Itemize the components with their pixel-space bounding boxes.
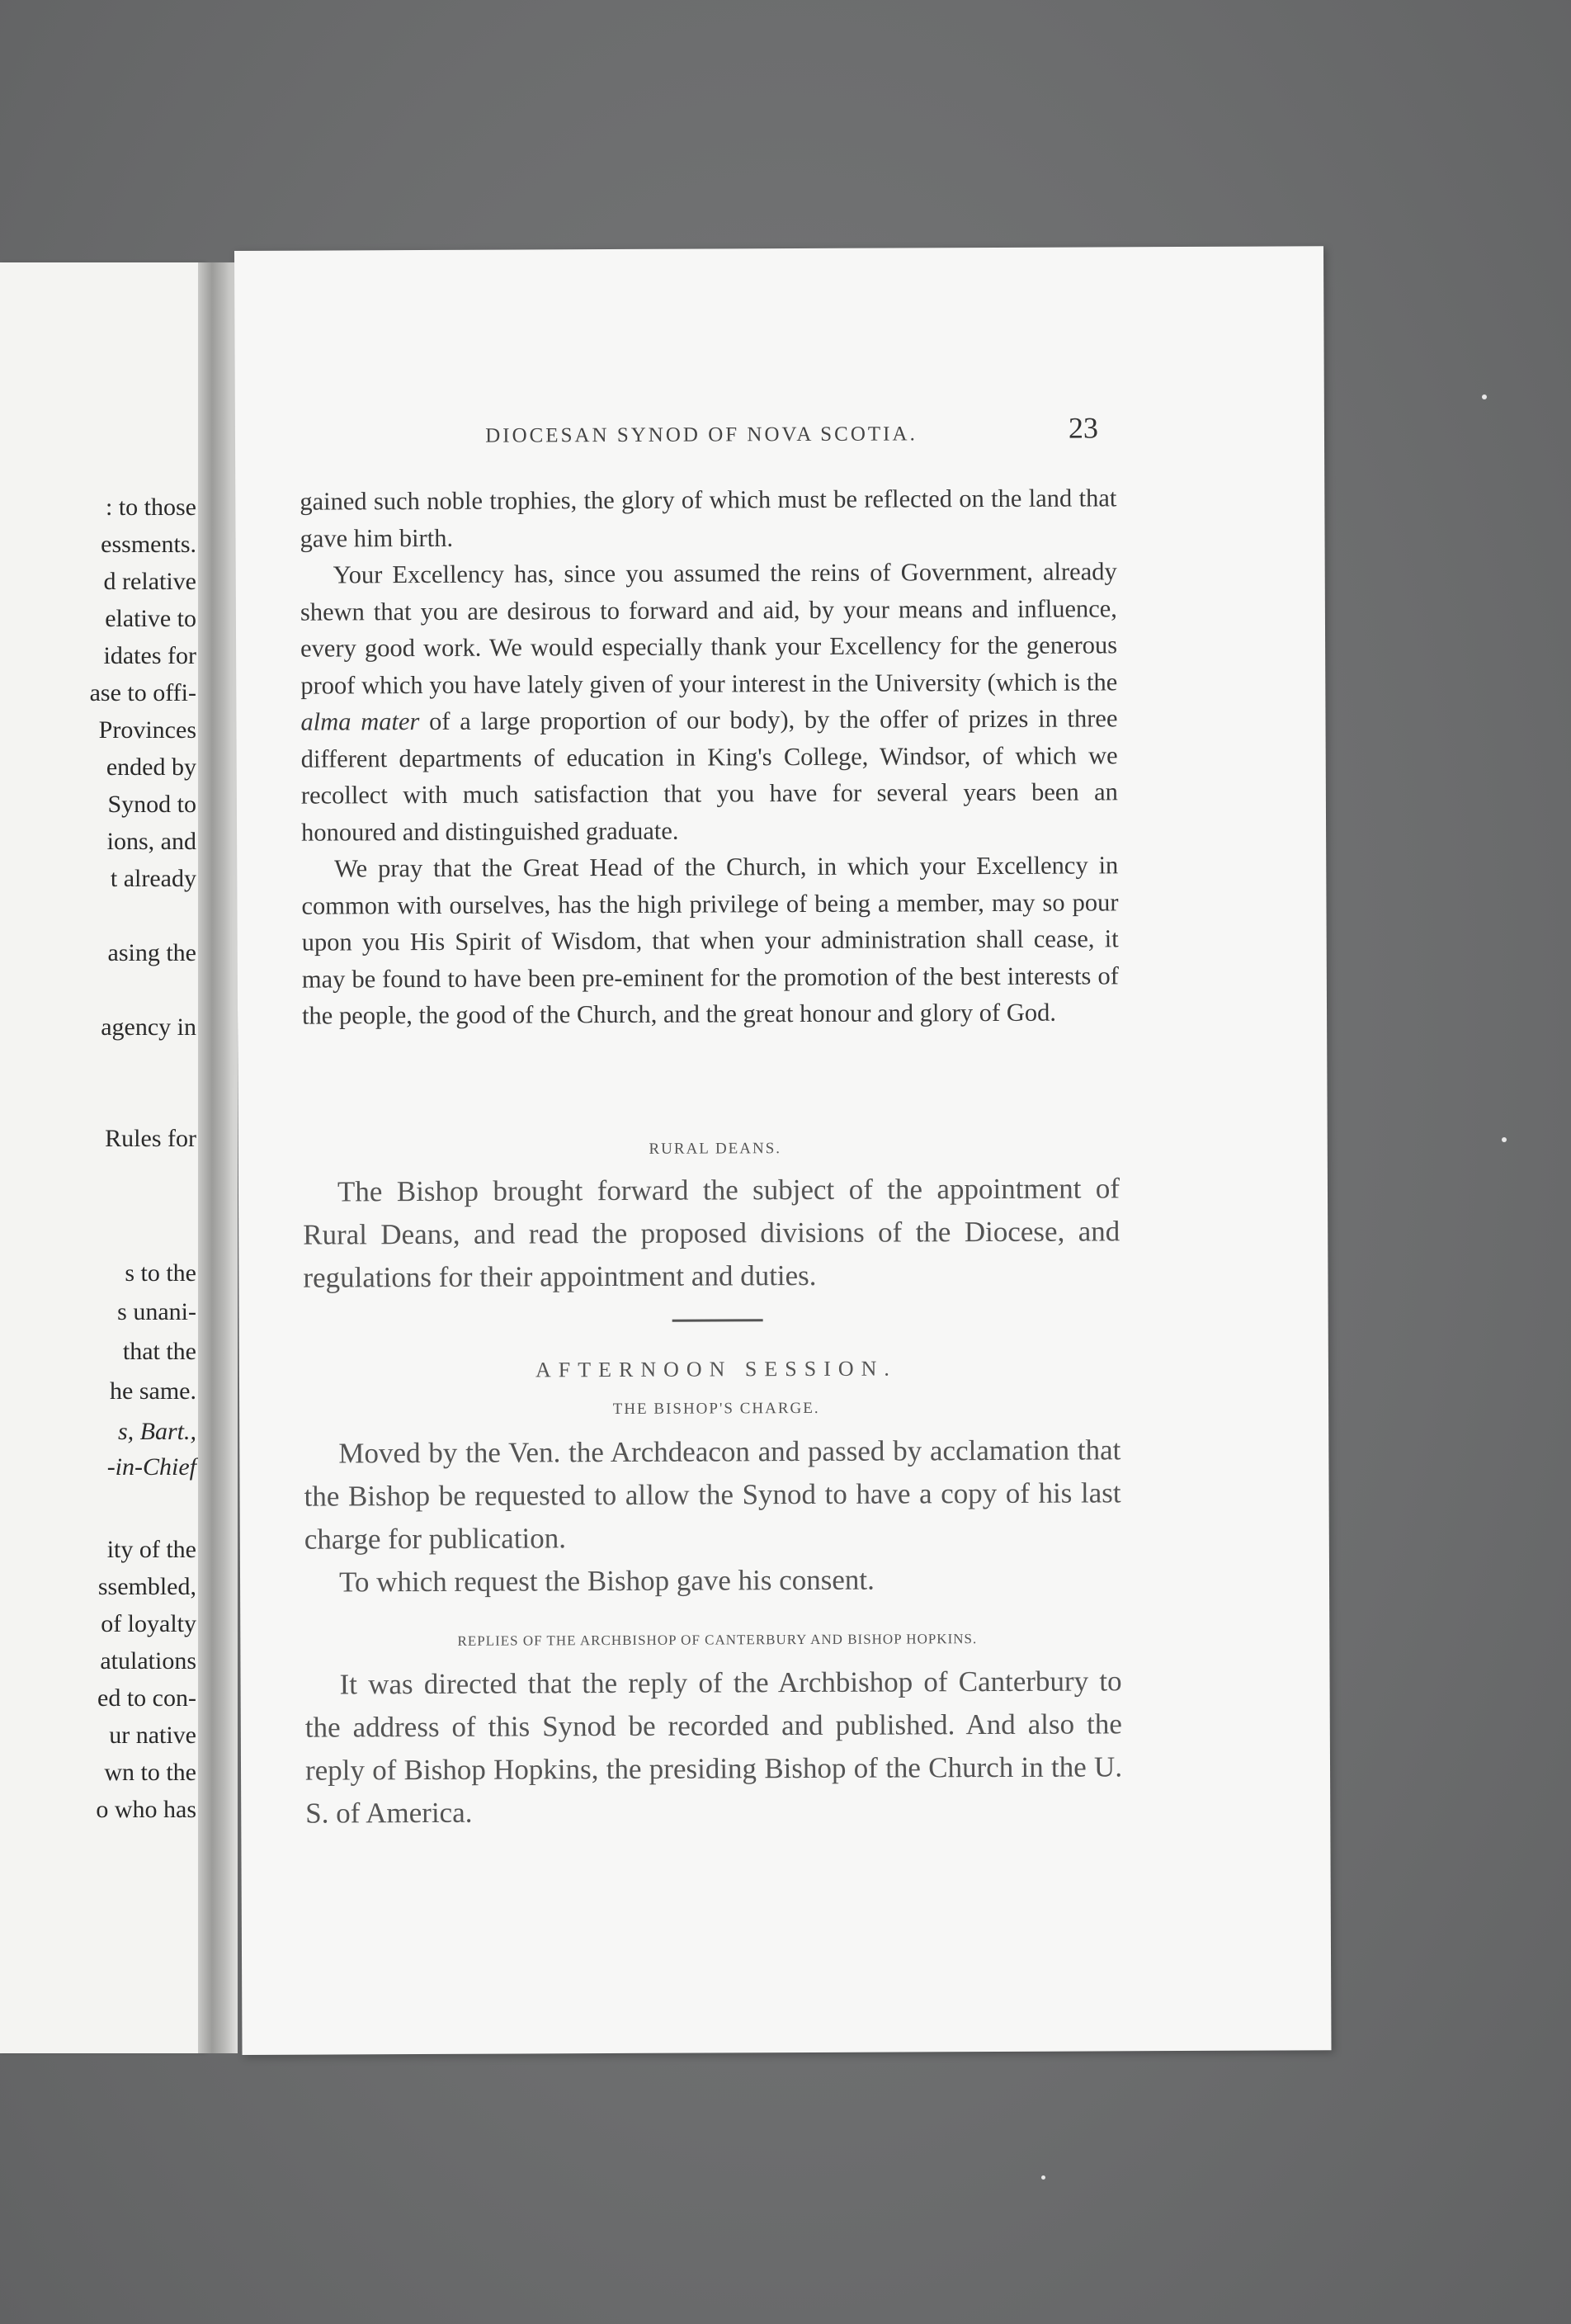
left-line: Rules for xyxy=(105,1125,196,1152)
left-line: of loyalty xyxy=(101,1610,196,1637)
body-section-rural-deans xyxy=(303,1167,1120,1299)
paragraph-part: Your Excellency has, since you assumed the reins of Government, already shewn that you are desirous to forward and aid, by your means and influence, every good work. We would especially thank your Excellency for the generous proof which you have lately given of your interest in the University (which is the alma mater of a large proportion of our body), by the offer of prizes in three different departments of education in King's College, Windsor, of which we recollect with much satisfaction that you have for several years been an honoured and distinguished graduate. xyxy=(300,557,1118,847)
left-line: wn to the xyxy=(104,1759,196,1786)
left-line: s unani- xyxy=(117,1298,196,1325)
left-line: o who has xyxy=(96,1796,196,1823)
left-line: ed to con- xyxy=(97,1684,196,1712)
body-section-address xyxy=(300,479,1119,1034)
body-section-charge xyxy=(304,1429,1121,1604)
left-line: d relative xyxy=(103,568,196,595)
book-gutter xyxy=(198,262,238,2053)
right-page xyxy=(234,246,1332,2055)
left-line: ur native xyxy=(109,1722,196,1749)
dust-speck xyxy=(1041,2175,1045,2180)
paragraph: It was directed that the reply of the Archbishop of Canterbury to the address of this Synod be recorded and published. And also the reply of Bishop Hopkins, the presiding Bishop of the Church in the U. S. of America. xyxy=(304,1665,1123,1830)
left-line: ions, and xyxy=(106,828,196,855)
left-line: asing the xyxy=(107,939,196,966)
left-line: that the xyxy=(122,1338,196,1365)
section-divider xyxy=(672,1319,763,1321)
italic-phrase: alma mater xyxy=(300,707,420,736)
left-line: he same. xyxy=(110,1377,196,1405)
left-line: Synod to xyxy=(107,791,196,818)
section-heading-replies: REPLIES OF THE ARCHBISHOP OF CANTERBURY AND BISHOP HOPKINS. xyxy=(457,1631,978,1649)
paragraph: We pray that the Great Head of the Church, in which your Excellency in common with ourselves, has the high privilege of being a member, may so pour upon you His Spirit of Wisdom, that when your administration shall cease, it may be found to have been pre-eminent for the promotion of the best interests of the people, the good of the Church, and the great honour and glory of God. xyxy=(301,851,1119,1030)
section-heading-afternoon: AFTERNOON SESSION. xyxy=(535,1356,897,1382)
left-line: elative to xyxy=(105,605,196,632)
dust-speck xyxy=(1502,1137,1507,1142)
left-line: t already xyxy=(110,865,196,892)
body-section-replies xyxy=(304,1660,1122,1835)
left-line: s to the xyxy=(125,1259,196,1287)
section-heading-rural-deans: RURAL DEANS. xyxy=(649,1140,782,1158)
paragraph: Moved by the Ven. the Archdeacon and passed by acclamation that the Bishop be requested to allow the Synod to have a copy of his last charge for publication. xyxy=(304,1434,1121,1556)
left-line: ity of the xyxy=(106,1536,196,1563)
left-line: s, Bart., xyxy=(117,1418,196,1445)
left-line: Provinces xyxy=(98,716,196,744)
paragraph: gained such noble trophies, the glory of which must be reflected on the land that gave him birth. xyxy=(300,484,1117,553)
left-line: ssembled, xyxy=(97,1573,196,1600)
section-heading-charge: THE BISHOP'S CHARGE. xyxy=(612,1399,820,1419)
dust-speck xyxy=(1482,394,1487,399)
left-line: atulations xyxy=(100,1647,196,1675)
left-line: idates for xyxy=(103,642,196,669)
running-header: DIOCESAN SYNOD OF NOVA SCOTIA. xyxy=(485,423,918,447)
left-facing-page xyxy=(0,262,205,2053)
page-number: 23 xyxy=(1068,411,1099,445)
left-line: essments. xyxy=(101,531,196,558)
left-line: -in-Chief xyxy=(106,1453,196,1481)
left-line: ase to offi- xyxy=(89,679,196,706)
paragraph: To which request the Bishop gave his consent. xyxy=(338,1563,875,1599)
left-line: : to those xyxy=(106,494,196,521)
paragraph: The Bishop brought forward the subject of the appointment of Rural Deans, and read the proposed divisions of the Diocese, and regulations for their appointment and duties. xyxy=(303,1172,1120,1294)
left-line: ended by xyxy=(106,753,196,781)
left-line: agency in xyxy=(101,1013,196,1041)
paragraph xyxy=(300,553,1119,850)
